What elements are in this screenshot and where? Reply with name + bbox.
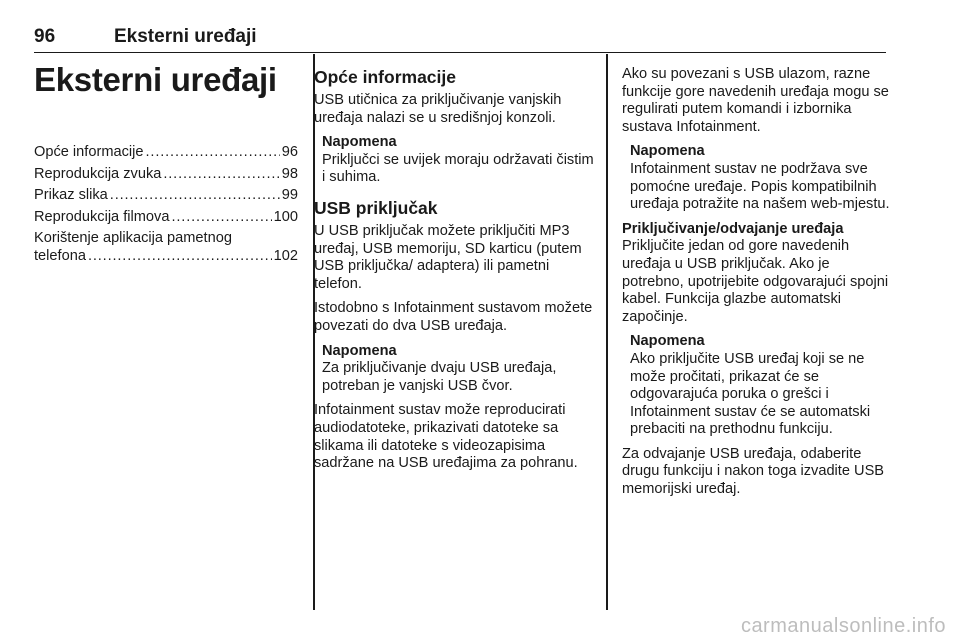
- note-title: Napomena: [630, 143, 705, 160]
- toc-page: 102: [273, 247, 298, 264]
- toc-label: Reprodukcija filmova: [34, 208, 170, 225]
- note-text: Priključci se uvijek moraju održavati čistim i suhima.: [322, 151, 594, 186]
- running-title: Eksterni uređaji: [114, 26, 257, 47]
- toc-page: 100: [273, 208, 298, 225]
- section-heading-opce-informacije: Opće informacije: [314, 67, 456, 87]
- toc-item-reprodukcija-filmova[interactable]: [34, 209, 298, 227]
- note-title: Napomena: [322, 342, 397, 359]
- toc-page: 98: [281, 165, 298, 182]
- toc-item-pametni-telefon[interactable]: [34, 230, 298, 265]
- toc-page: 96: [281, 144, 298, 160]
- note-text: Infotainment sustav ne podržava sve pomoćne uređaje. Popis kompatibilnih uređaja potražite na našem web-mjestu.: [630, 160, 890, 213]
- toc-leader: [171, 209, 271, 227]
- note-text: Ako priključite USB uređaj koji se ne može pročitati, prikazat će se odgovarajuća poruka o grešci i Infotainment sustav će se automatski prebaciti na prethodnu funkciju.: [630, 350, 871, 438]
- paragraph: Priključite jedan od gore navedenih uređaja u USB priključak. Ako je potrebno, upotrijebite odgovarajući spojni kabel. Funkcija glazbe automatski započinje.: [622, 238, 889, 325]
- paragraph: Ako su povezani s USB ulazom, razne funkcije gore navedenih uređaja mogu se regulirati putem komandi i izbornika sustava Infotainment.: [622, 66, 889, 135]
- note-title: Napomena: [630, 333, 705, 350]
- watermark-text: carmanualsonline.info: [740, 615, 946, 637]
- toc-leader: [146, 144, 280, 162]
- paragraph: USB utičnica za priključivanje vanjskih uređaja nalazi se u središnjoj konzoli.: [314, 92, 562, 126]
- toc-leader: [88, 248, 272, 266]
- toc-leader: [163, 166, 279, 184]
- note-box: [630, 143, 892, 213]
- paragraph: Infotainment sustav može reproducirati audiodatoteke, prikazivati datoteke sa slikama ili datoteke s videozapisima sadržane na USB uređajima za pohranu.: [314, 402, 578, 472]
- toc-item-opce-informacije[interactable]: [34, 144, 298, 162]
- note-box: [630, 333, 892, 439]
- note-box: [322, 343, 594, 396]
- note-box: [322, 134, 594, 187]
- note-title: Napomena: [322, 134, 397, 151]
- subsection-heading: Priključivanje/odvajanje uređaja: [622, 220, 844, 237]
- content-column-3: [622, 66, 892, 506]
- paragraph: Istodobno s Infotainment sustavom možete povezati do dva USB uređaja.: [314, 300, 593, 334]
- toc-column: [34, 60, 298, 270]
- toc-label: Reprodukcija zvuka: [34, 165, 162, 182]
- toc-label-line1: Korištenje aplikacija pametnog: [34, 230, 232, 247]
- toc-item-prikaz-slika[interactable]: [34, 187, 298, 205]
- note-text: Za priključivanje dvaju USB uređaja, potreban je vanjski USB čvor.: [322, 360, 557, 394]
- toc-label: Prikaz slika: [34, 187, 108, 204]
- paragraph: Za odvajanje USB uređaja, odaberite drugu funkciju i nakon toga izvadite USB memorijski uređaj.: [622, 445, 885, 498]
- toc-leader: [110, 187, 280, 205]
- content-column-2: [314, 66, 594, 480]
- toc-item-reprodukcija-zvuka[interactable]: [34, 166, 298, 184]
- column-divider-2: [606, 54, 608, 610]
- page-number: 96: [34, 26, 56, 47]
- paragraph: U USB priključak možete priključiti MP3 uređaj, USB memoriju, SD karticu (putem USB priključka/ adaptera) ili pametni telefon.: [314, 222, 582, 292]
- page-header: [34, 26, 886, 53]
- toc-page: 99: [281, 187, 298, 204]
- section-heading-usb-prikljucak: USB priključak: [314, 197, 438, 218]
- toc-label: telefona: [34, 247, 86, 264]
- chapter-title: Eksterni uređaji: [34, 61, 277, 98]
- toc-label: Opće informacije: [34, 144, 144, 160]
